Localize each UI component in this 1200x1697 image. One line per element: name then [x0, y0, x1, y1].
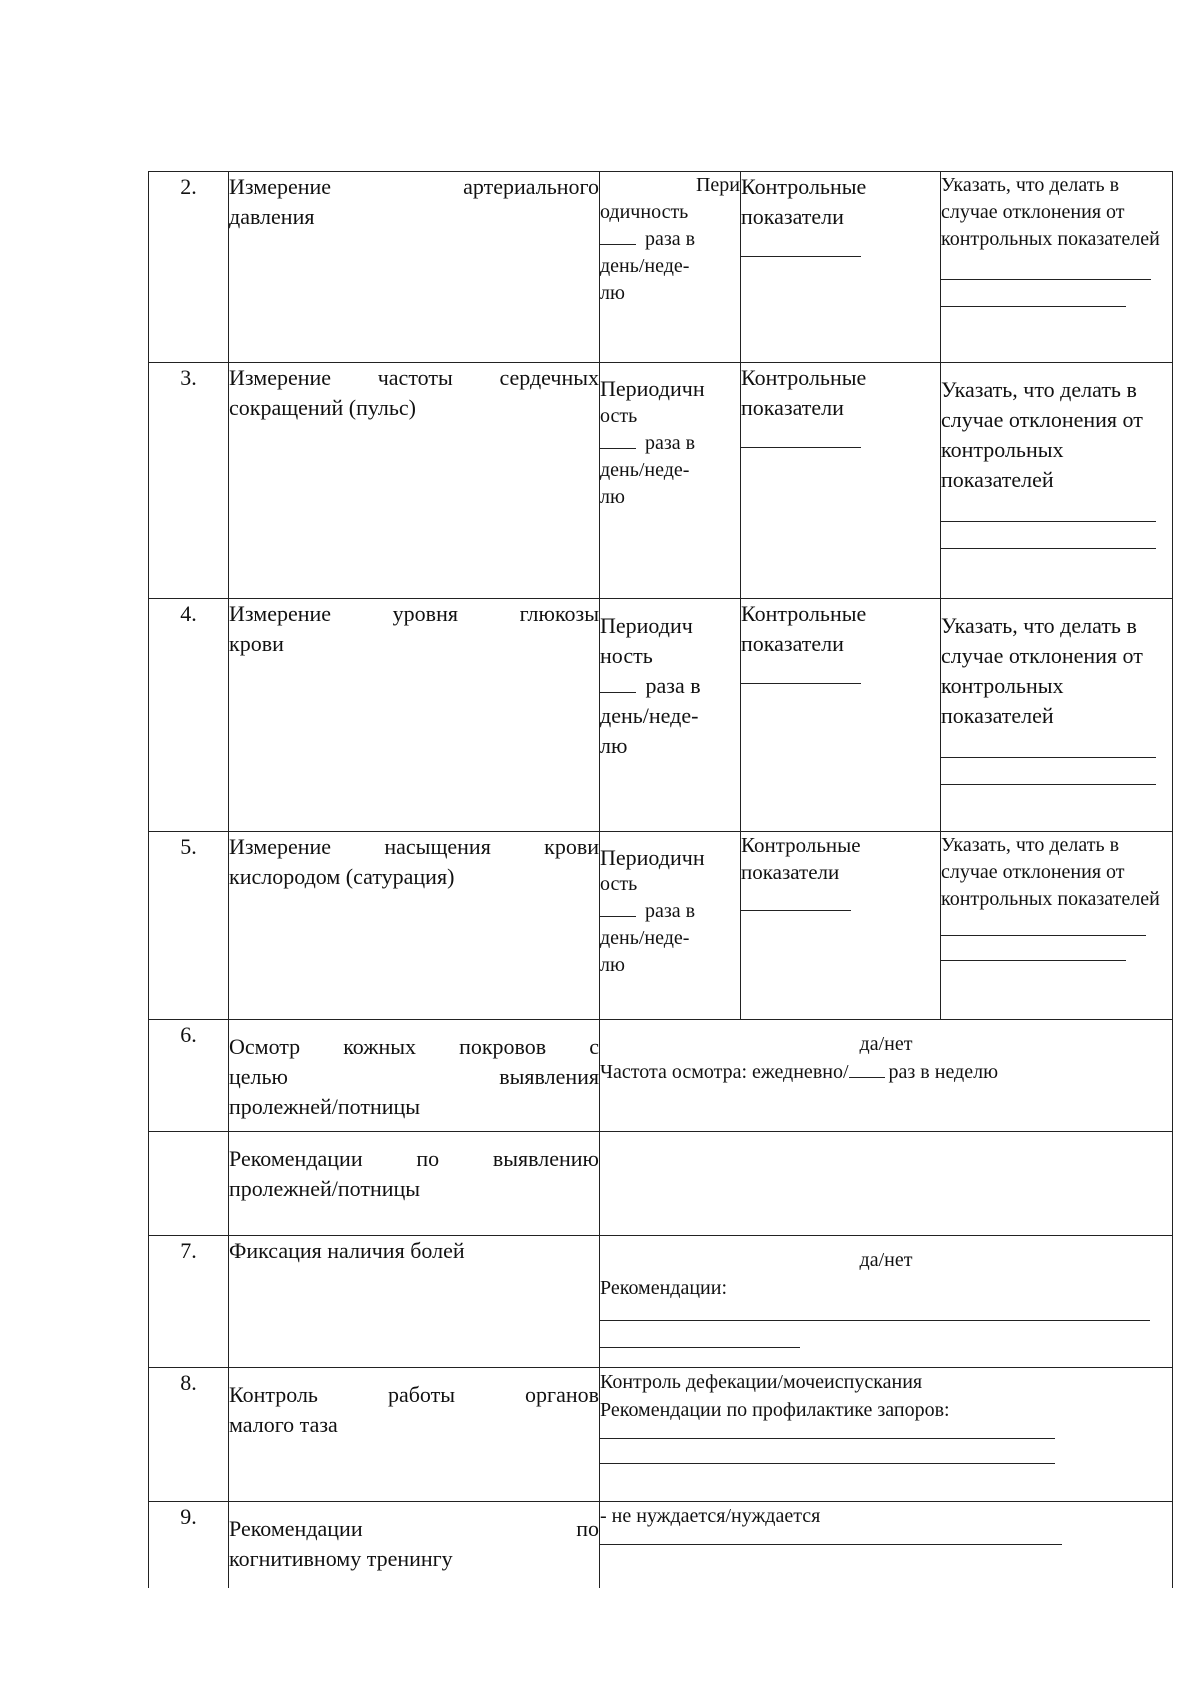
recommendation-blank[interactable] — [600, 1345, 800, 1348]
table-row — [149, 599, 1173, 832]
deviation-action-cell: Указать, что делать в случае отклонения от контрольных показателей — [941, 172, 1173, 363]
periodicity-cell: Периодич ность раза в день/неде- лю — [600, 599, 741, 832]
recommendation-blank[interactable] — [600, 1436, 1055, 1439]
periodicity-cell: Периодичн ость раза в день/неде- лю — [600, 832, 741, 1020]
item-name: Фиксация наличия болей — [229, 1236, 600, 1368]
table-row — [149, 172, 1173, 363]
times-blank[interactable] — [600, 430, 636, 449]
row-number: 5. — [149, 832, 229, 1020]
control-values-cell: Контрольные показатели — [741, 363, 941, 599]
item-name: Рекомендации по выявлению пролежней/потницы — [229, 1132, 600, 1236]
row-number: 7. — [149, 1236, 229, 1368]
action-blank[interactable] — [941, 755, 1156, 758]
table-row — [149, 363, 1173, 599]
action-blank[interactable] — [941, 958, 1126, 961]
control-values-cell: Контрольные показатели — [741, 599, 941, 832]
item-name: Измерение частоты сердечных сокращений (пульс) — [229, 363, 600, 599]
item-name: Измерение уровня глюкозы крови — [229, 599, 600, 832]
inspection-answer-cell: да/нет Частота осмотра: ежедневно/ раз в неделю — [600, 1020, 1173, 1132]
pain-answer-cell: да/нет Рекомендации: — [600, 1236, 1173, 1368]
control-blank[interactable] — [741, 681, 861, 684]
table-row — [149, 1132, 1173, 1236]
deviation-action-cell: Указать, что делать в случае отклонения от контрольных показателей — [941, 832, 1173, 1020]
recommendation-blank[interactable] — [600, 1318, 1150, 1321]
recommendation-blank[interactable] — [600, 1542, 1062, 1545]
item-name: Осмотр кожных покровов с целью выявления пролежней/потницы — [229, 1020, 600, 1132]
table-row — [149, 1502, 1173, 1588]
control-values-cell: Контрольные показатели — [741, 832, 941, 1020]
control-blank[interactable] — [741, 908, 851, 911]
action-blank[interactable] — [941, 933, 1146, 936]
item-name: Измерение насыщения крови кислородом (сатурация) — [229, 832, 600, 1020]
times-blank[interactable] — [600, 898, 636, 917]
row-number: 6. — [149, 1020, 229, 1132]
table-row — [149, 1236, 1173, 1368]
form-table — [148, 171, 1173, 1588]
action-blank[interactable] — [941, 277, 1151, 280]
frequency-blank[interactable] — [849, 1059, 885, 1078]
row-number: 9. — [149, 1502, 229, 1588]
times-blank[interactable] — [600, 226, 636, 245]
row-number: 3. — [149, 363, 229, 599]
control-blank[interactable] — [741, 254, 861, 257]
deviation-action-cell: Указать, что делать в случае отклонения от контрольных показателей — [941, 599, 1173, 832]
action-blank[interactable] — [941, 782, 1156, 785]
deviation-action-cell: Указать, что делать в случае отклонения от контрольных показателей — [941, 363, 1173, 599]
row-number: 4. — [149, 599, 229, 832]
row-number: 8. — [149, 1368, 229, 1502]
action-blank[interactable] — [941, 546, 1156, 549]
recommendation-blank[interactable] — [600, 1461, 1055, 1464]
cognitive-training-cell: - не нуждается/нуждается — [600, 1502, 1173, 1588]
item-name: Измерение артериального давления — [229, 172, 600, 363]
action-blank[interactable] — [941, 304, 1126, 307]
table-row — [149, 1020, 1173, 1132]
control-values-cell: Контрольные показатели — [741, 172, 941, 363]
item-name: Рекомендации по когнитивному тренингу — [229, 1502, 600, 1588]
row-number — [149, 1132, 229, 1236]
periodicity-cell: Пери одичность раза в день/неде- лю — [600, 172, 741, 363]
row-number: 2. — [149, 172, 229, 363]
times-blank[interactable] — [600, 674, 636, 693]
action-blank[interactable] — [941, 519, 1156, 522]
table-row — [149, 832, 1173, 1020]
recommendations-cell[interactable] — [600, 1132, 1173, 1236]
item-name: Контроль работы органов малого таза — [229, 1368, 600, 1502]
control-blank[interactable] — [741, 445, 861, 448]
periodicity-cell: Периодичн ость раза в день/неде- лю — [600, 363, 741, 599]
pelvic-control-cell: Контроль дефекации/мочеиспускания Рекомендации по профилактике запоров: — [600, 1368, 1173, 1502]
table-row — [149, 1368, 1173, 1502]
